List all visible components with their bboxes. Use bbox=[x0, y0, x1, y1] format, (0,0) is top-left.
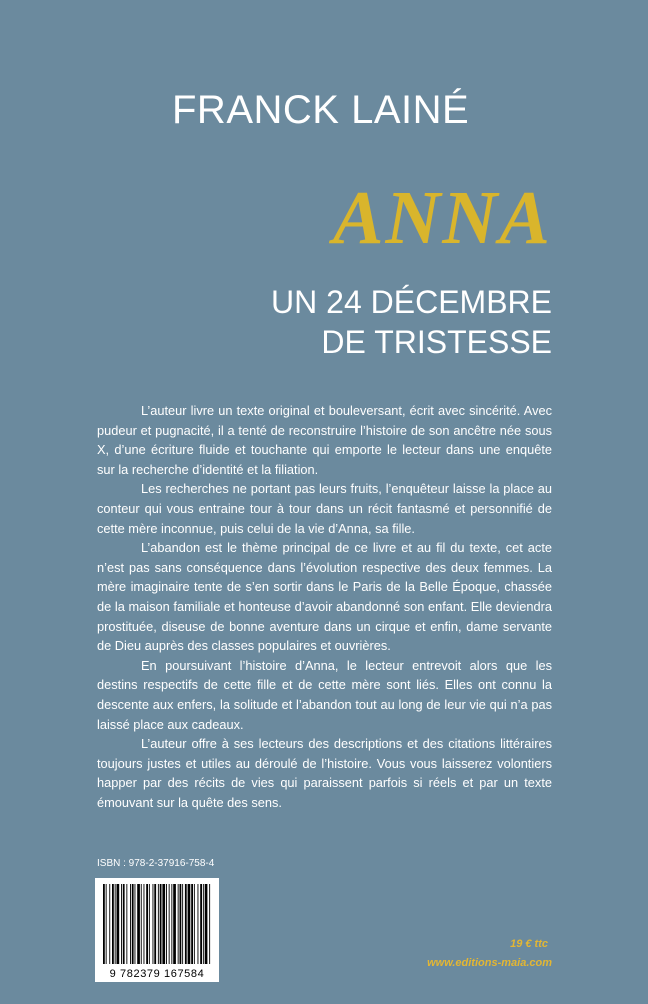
book-title: ANNA bbox=[332, 176, 552, 260]
barcode-bar bbox=[132, 884, 134, 964]
blurb-paragraph-5: L’auteur offre à ses lecteurs des descriptions et des citations littéraires toujours justes et utiles au déroulé de l’histoire. Vous vous laisserez volontiers happer par des récits de vies qui paraissent parfois si réels et par un texte émouvant sur la quête des sens. bbox=[97, 736, 552, 810]
publisher-website: www.editions-maia.com bbox=[427, 957, 552, 969]
barcode-bar bbox=[188, 884, 191, 964]
barcode-bar bbox=[137, 884, 140, 964]
barcode-bars bbox=[95, 878, 219, 982]
barcode-bar bbox=[194, 884, 195, 964]
barcode-bar bbox=[135, 884, 136, 964]
blurb-paragraph-4: En poursuivant l’histoire d’Anna, le lecteur entrevoit alors que les destins respectifs de cette fille et de cette mère sont liés. Elles ont connu la descente aux enfers, la solitude et l’abandon tout au long de leur vie qui n’a pas laissé place aux cadeaux. bbox=[97, 657, 552, 732]
barcode-bar bbox=[154, 884, 156, 964]
barcode-bar bbox=[153, 884, 154, 964]
barcode-number: 9 782379 167584 bbox=[109, 968, 205, 980]
barcode-bar bbox=[144, 884, 145, 964]
barcode-bar bbox=[209, 884, 210, 964]
barcode-bar bbox=[173, 884, 176, 964]
barcode-bar bbox=[160, 884, 162, 964]
barcode-bar bbox=[178, 884, 179, 964]
barcode-bar bbox=[117, 884, 120, 964]
barcode-bar bbox=[182, 884, 183, 964]
barcode-bar bbox=[109, 884, 110, 964]
back-cover-blurb bbox=[97, 401, 552, 812]
blurb-paragraph-3: L’abandon est le thème principal de ce livre et au fil du texte, cet acte n’est pas sans conséquence dans l’évolution respective des deux femmes. La mère imaginaire tente de s’en sortir dans le Paris de la Belle Époque, chassée de la maison familiale et honteuse d’avoir abandonné son enfant. Elle deviendra prostituée, diseuse de bonne aventure dans un cirque et enfin, dame servante de Dieu auprès des classes populaires et ouvrières. bbox=[97, 540, 552, 654]
barcode-bar bbox=[169, 884, 170, 964]
blurb-paragraph-1: L’auteur livre un texte original et bouleversant, écrit avec sincérité. Avec pudeur et pugnacité, il a tenté de reconstruire l’histoire de son ancêtre née sous X, d’une écriture fluide et touchante qui emporte le lecteur dans une enquête sur la recherche d’identité et la filiation. bbox=[97, 403, 552, 477]
barcode-bar bbox=[185, 884, 187, 964]
barcode bbox=[95, 878, 219, 982]
subtitle-line-1: UN 24 DÉCEMBRE bbox=[271, 284, 552, 320]
blurb-paragraph-2: Les recherches ne portant pas leurs fruits, l’enquêteur laisse la place au conteur qui vous entraine tour à tour dans un récit fantasmé et personnifié de cette mère inconnue, puis celui de la vie d’Anna, sa fille. bbox=[97, 481, 552, 536]
barcode-bar bbox=[123, 884, 125, 964]
barcode-bar bbox=[149, 884, 150, 964]
barcode-bar bbox=[200, 884, 202, 964]
barcode-bar bbox=[180, 884, 182, 964]
barcode-bar bbox=[158, 884, 159, 964]
barcode-bar bbox=[203, 884, 204, 964]
barcode-bar bbox=[130, 884, 131, 964]
author-name: FRANCK LAINÉ bbox=[172, 88, 470, 132]
barcode-bar bbox=[115, 884, 116, 964]
barcode-bar bbox=[141, 884, 142, 964]
subtitle-line-2: DE TRISTESSE bbox=[321, 324, 552, 360]
barcode-bar bbox=[205, 884, 208, 964]
barcode-bar bbox=[126, 884, 127, 964]
barcode-bar bbox=[103, 884, 105, 964]
price-label: 19 € ttc bbox=[510, 938, 548, 950]
barcode-bar bbox=[146, 884, 148, 964]
barcode-bar bbox=[166, 884, 167, 964]
barcode-bar bbox=[112, 884, 114, 964]
book-subtitle bbox=[132, 282, 552, 362]
isbn-label: ISBN : 978-2-37916-758-4 bbox=[97, 858, 215, 869]
barcode-bar bbox=[162, 884, 165, 964]
barcode-bar bbox=[198, 884, 199, 964]
barcode-bar bbox=[106, 884, 107, 964]
barcode-bar bbox=[171, 884, 172, 964]
barcode-bar bbox=[191, 884, 193, 964]
barcode-bar bbox=[121, 884, 122, 964]
